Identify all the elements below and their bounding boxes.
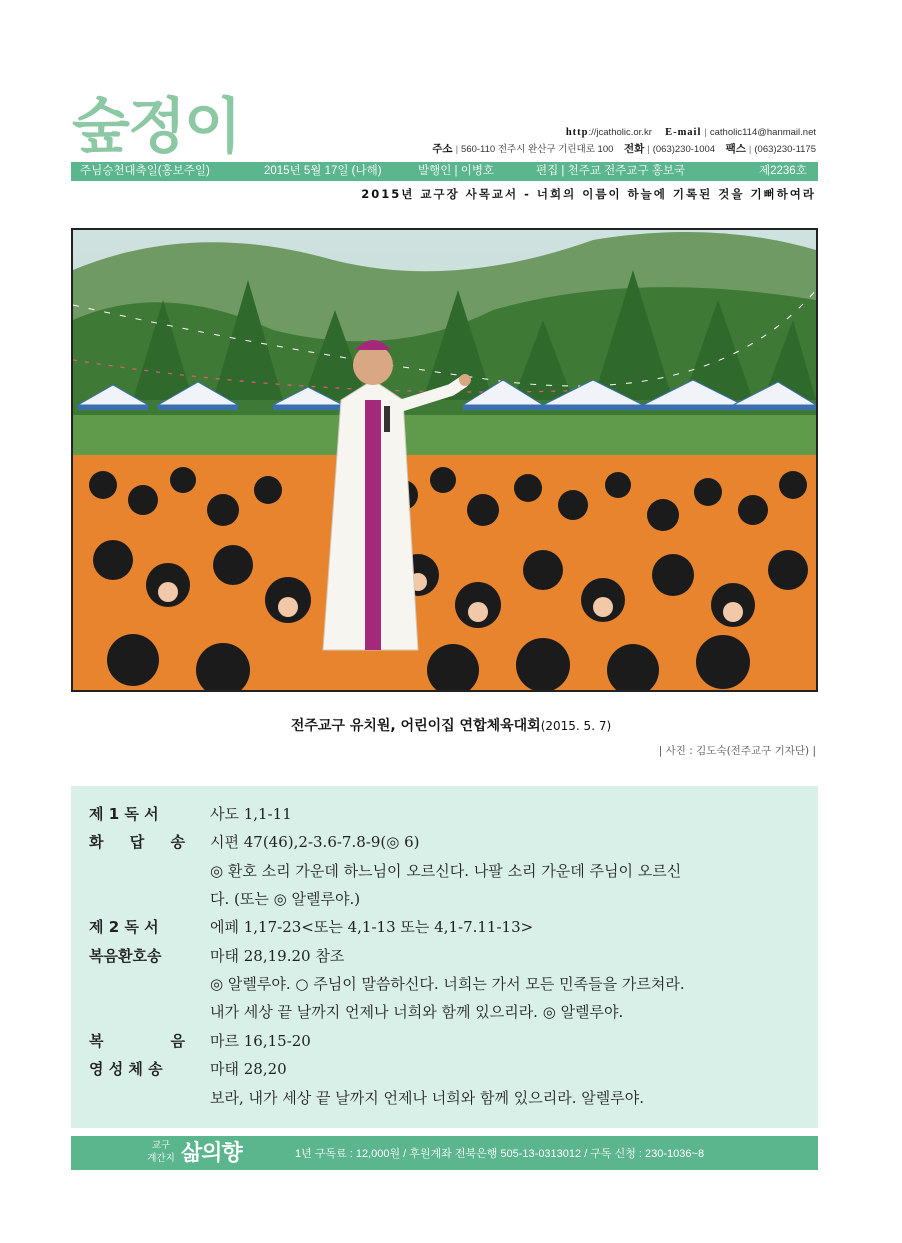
magazine-label-line: 교구 — [151, 1140, 171, 1151]
email-label: E-mail — [665, 127, 702, 138]
publisher: 발행인 | 이병호 — [418, 165, 495, 177]
phone-value: (063)230-1004 — [652, 144, 716, 155]
contact-block — [432, 124, 816, 158]
magazine-brand: 삶의향 — [181, 1140, 242, 1166]
psalm-response-text: ◎ 환호 소리 가운데 하느님이 오르신다. 나팔 소리 가운데 주님이 오르신 — [210, 862, 682, 880]
event-photo — [71, 228, 818, 692]
photo-caption — [0, 715, 902, 735]
photo-illustration — [73, 230, 816, 690]
acclamation-verse: ◎ 알렐루야. ○ 주님이 말씀하신다. 너희는 가서 모든 민족들을 가르쳐라. — [210, 975, 685, 993]
acclamation-text: 마태 28,19.20 참조 — [210, 947, 345, 965]
issue-number: 제2236호 — [759, 165, 807, 177]
psalm-label-char: 답 — [129, 833, 145, 851]
readings-box — [71, 786, 818, 1128]
gospel-text: 마르 16,15-20 — [210, 1032, 311, 1050]
communion-label: 영 성 체 송 — [89, 1060, 163, 1078]
magazine-label-line: 계간지 — [147, 1153, 175, 1164]
address-value: 560-110 전주시 완산구 기린대로 100 — [461, 144, 614, 155]
photo-credit: | 사진 : 김도숙(전주교구 기자단) | — [658, 745, 816, 757]
fax-label: 팩스 — [725, 143, 746, 155]
newsletter-logo: 숲정이 — [72, 92, 240, 162]
magazine-label — [145, 1139, 177, 1165]
first-reading-text: 사도 1,1-11 — [210, 805, 292, 823]
caption-title: 전주교구 유치원, 어린이집 연합체육대회 — [290, 718, 541, 734]
subscription-info: 1년 구독료 : 12,000원 / 후원계좌 전북은행 505-13-0313012 / 구독 신청 : 230-1036~8 — [295, 1148, 705, 1160]
contact-line-address: 주소 | 560-110 전주시 완산구 기린대로 100 전화 | (063)230-1004 팩스 | (063)230-1175 — [432, 143, 816, 155]
second-reading-label: 제 2 독 서 — [89, 918, 159, 936]
communion-verse: 보라, 내가 세상 끝 날까지 언제나 너희와 함께 있으리라. 알렐루야. — [210, 1089, 644, 1107]
caption-date: (2015. 5. 7) — [540, 719, 612, 733]
psalm-label — [89, 832, 185, 852]
psalm-label-char: 화 — [89, 833, 104, 851]
fax-value: (063)230-1175 — [754, 144, 816, 155]
email-link[interactable]: catholic114@hanmail.net — [709, 127, 816, 138]
communion-text: 마태 28,20 — [210, 1060, 287, 1078]
pastoral-letter-subtitle: 2015년 교구장 사목교서 - 너희의 이름이 하늘에 기록된 것을 기뻐하여라 — [361, 187, 816, 201]
website-link[interactable]: ://jcatholic.or.kr — [588, 127, 652, 138]
issue-date: 2015년 5월 17일 (나해) — [264, 165, 382, 177]
issue-info-bar — [71, 162, 818, 181]
phone-label: 전화 — [623, 143, 645, 155]
psalm-text: 시편 47(46),2-3.6-7.8-9(◎ 6) — [210, 833, 420, 851]
subscription-footer — [71, 1136, 818, 1170]
first-reading-label: 제 1 독 서 — [89, 805, 159, 823]
acclamation-verse: 내가 세상 끝 날까지 언제나 너희와 함께 있으리라. ◎ 알렐루야. — [210, 1003, 624, 1021]
gospel-label-char: 음 — [170, 1032, 185, 1050]
http-label: http — [565, 127, 589, 138]
psalm-label-char: 송 — [170, 833, 185, 851]
gospel-label-char: 복 — [89, 1032, 104, 1050]
second-reading-text: 에페 1,17-23<또는 4,1-13 또는 4,1-7.11-13> — [210, 918, 534, 936]
gospel-label — [89, 1031, 185, 1051]
contact-line-web: http://jcatholic.or.kr E-mail | catholic114@hanmail.net — [565, 127, 816, 138]
acclamation-label: 복음환호송 — [89, 947, 162, 965]
editor: 편집 | 천주교 전주교구 홍보국 — [536, 165, 686, 177]
feast-name: 주님승천대축일(홍보주일) — [80, 165, 210, 177]
address-label: 주소 — [432, 143, 453, 155]
psalm-response-text: 다. (또는 ◎ 알렐루야.) — [210, 890, 361, 908]
